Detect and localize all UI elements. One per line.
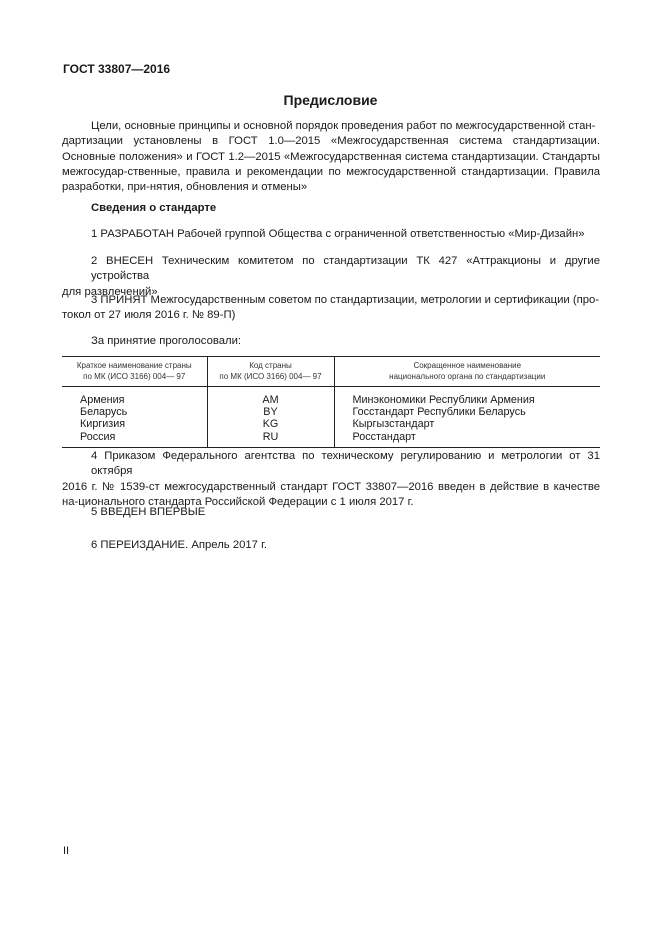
intro-paragraph — [62, 119, 600, 195]
cell-country: Россия — [62, 431, 207, 448]
header-org-line1: Сокращенное наименование — [413, 361, 522, 370]
column-header-country — [62, 357, 207, 387]
intro-rest: дартизации установлены в ГОСТ 1.0—2015 «Межгосударственная система стандартизации. Основные положения» и ГОСТ 1.2—2015 «Межгосударственная система стандартизации. Стандарты межгосудар-ственные, правила и рекомендации по межгосударственной стандартизации. Правила разработки, при-нятия, обновления и отмены» — [62, 135, 600, 194]
header-country-line2: по МК (ИСО 3166) 004— 97 — [83, 372, 186, 381]
info-heading: Сведения о стандарте — [91, 202, 217, 214]
item-5 — [62, 505, 600, 520]
table-header-row — [62, 357, 600, 387]
table-row — [62, 406, 600, 418]
cell-country: Беларусь — [80, 406, 128, 419]
cell-org: Росстандарт — [334, 431, 600, 448]
column-header-org — [334, 357, 600, 387]
intro-first-line: Цели, основные принципы и основной порядок проведения работ по межгосударственной стан- — [91, 120, 596, 132]
table-row — [62, 387, 600, 407]
cell-org: Госстандарт Республики Беларусь — [334, 406, 600, 418]
item-4-first: 4 Приказом Федерального агентства по техническому регулированию и метрологии от 31 октября — [91, 450, 600, 478]
page-number: II — [63, 845, 70, 857]
table-row — [62, 431, 600, 448]
item-4-rest: 2016 г. № 1539-ст межгосударственный стандарт ГОСТ 33807—2016 введен в действие в качестве на-ционального стандарта Российской Федерации с 1 июля 2017 г. — [62, 480, 600, 508]
item-3-first: 3 ПРИНЯТ Межгосударственным советом по стандартизации, метрологии и сертификации (про- — [91, 294, 600, 306]
approval-table — [62, 356, 600, 448]
header-code-line1: Код страны — [249, 361, 292, 370]
cell-code: AM — [207, 387, 334, 407]
item-1 — [62, 227, 600, 242]
item-6-first: 6 ПЕРЕИЗДАНИЕ. Апрель 2017 г. — [91, 539, 267, 551]
item-2-rest: для развлечений» — [62, 285, 158, 298]
page-title: Предисловие — [283, 92, 378, 108]
cell-code: BY — [207, 406, 334, 418]
header-org-line2: национального органа по стандартизации — [389, 372, 546, 381]
table-row — [62, 418, 600, 430]
header-country-line1: Краткое наименование страны — [76, 361, 192, 370]
document-id: ГОСТ 33807—2016 — [63, 62, 171, 76]
item-1-first: 1 РАЗРАБОТАН Рабочей группой Общества с ограниченной ответственностью «Мир-Дизайн» — [91, 228, 585, 240]
item-3-rest: токол от 27 июля 2016 г. № 89-П) — [62, 309, 236, 322]
cell-country: Киргизия — [80, 418, 126, 431]
item-4 — [62, 449, 600, 510]
cell-country: Армения — [80, 394, 125, 406]
item-6 — [62, 538, 600, 553]
item-5-first: 5 ВВЕДЕН ВПЕРВЫЕ — [91, 506, 206, 518]
header-code-line2: по МК (ИСО 3166) 004— 97 — [219, 372, 322, 381]
cell-org: Минэкономики Республики Армения — [334, 387, 600, 407]
approved-label: За принятие проголосовали: — [91, 335, 242, 347]
item-2-first: 2 ВНЕСЕН Техническим комитетом по стандартизации ТК 427 «Аттракционы и другие устройства — [91, 255, 600, 283]
column-header-code — [207, 357, 334, 387]
cell-code: RU — [207, 431, 334, 448]
cell-org: Кыргызстандарт — [334, 418, 600, 430]
item-3 — [62, 293, 600, 324]
cell-code: KG — [207, 418, 334, 430]
